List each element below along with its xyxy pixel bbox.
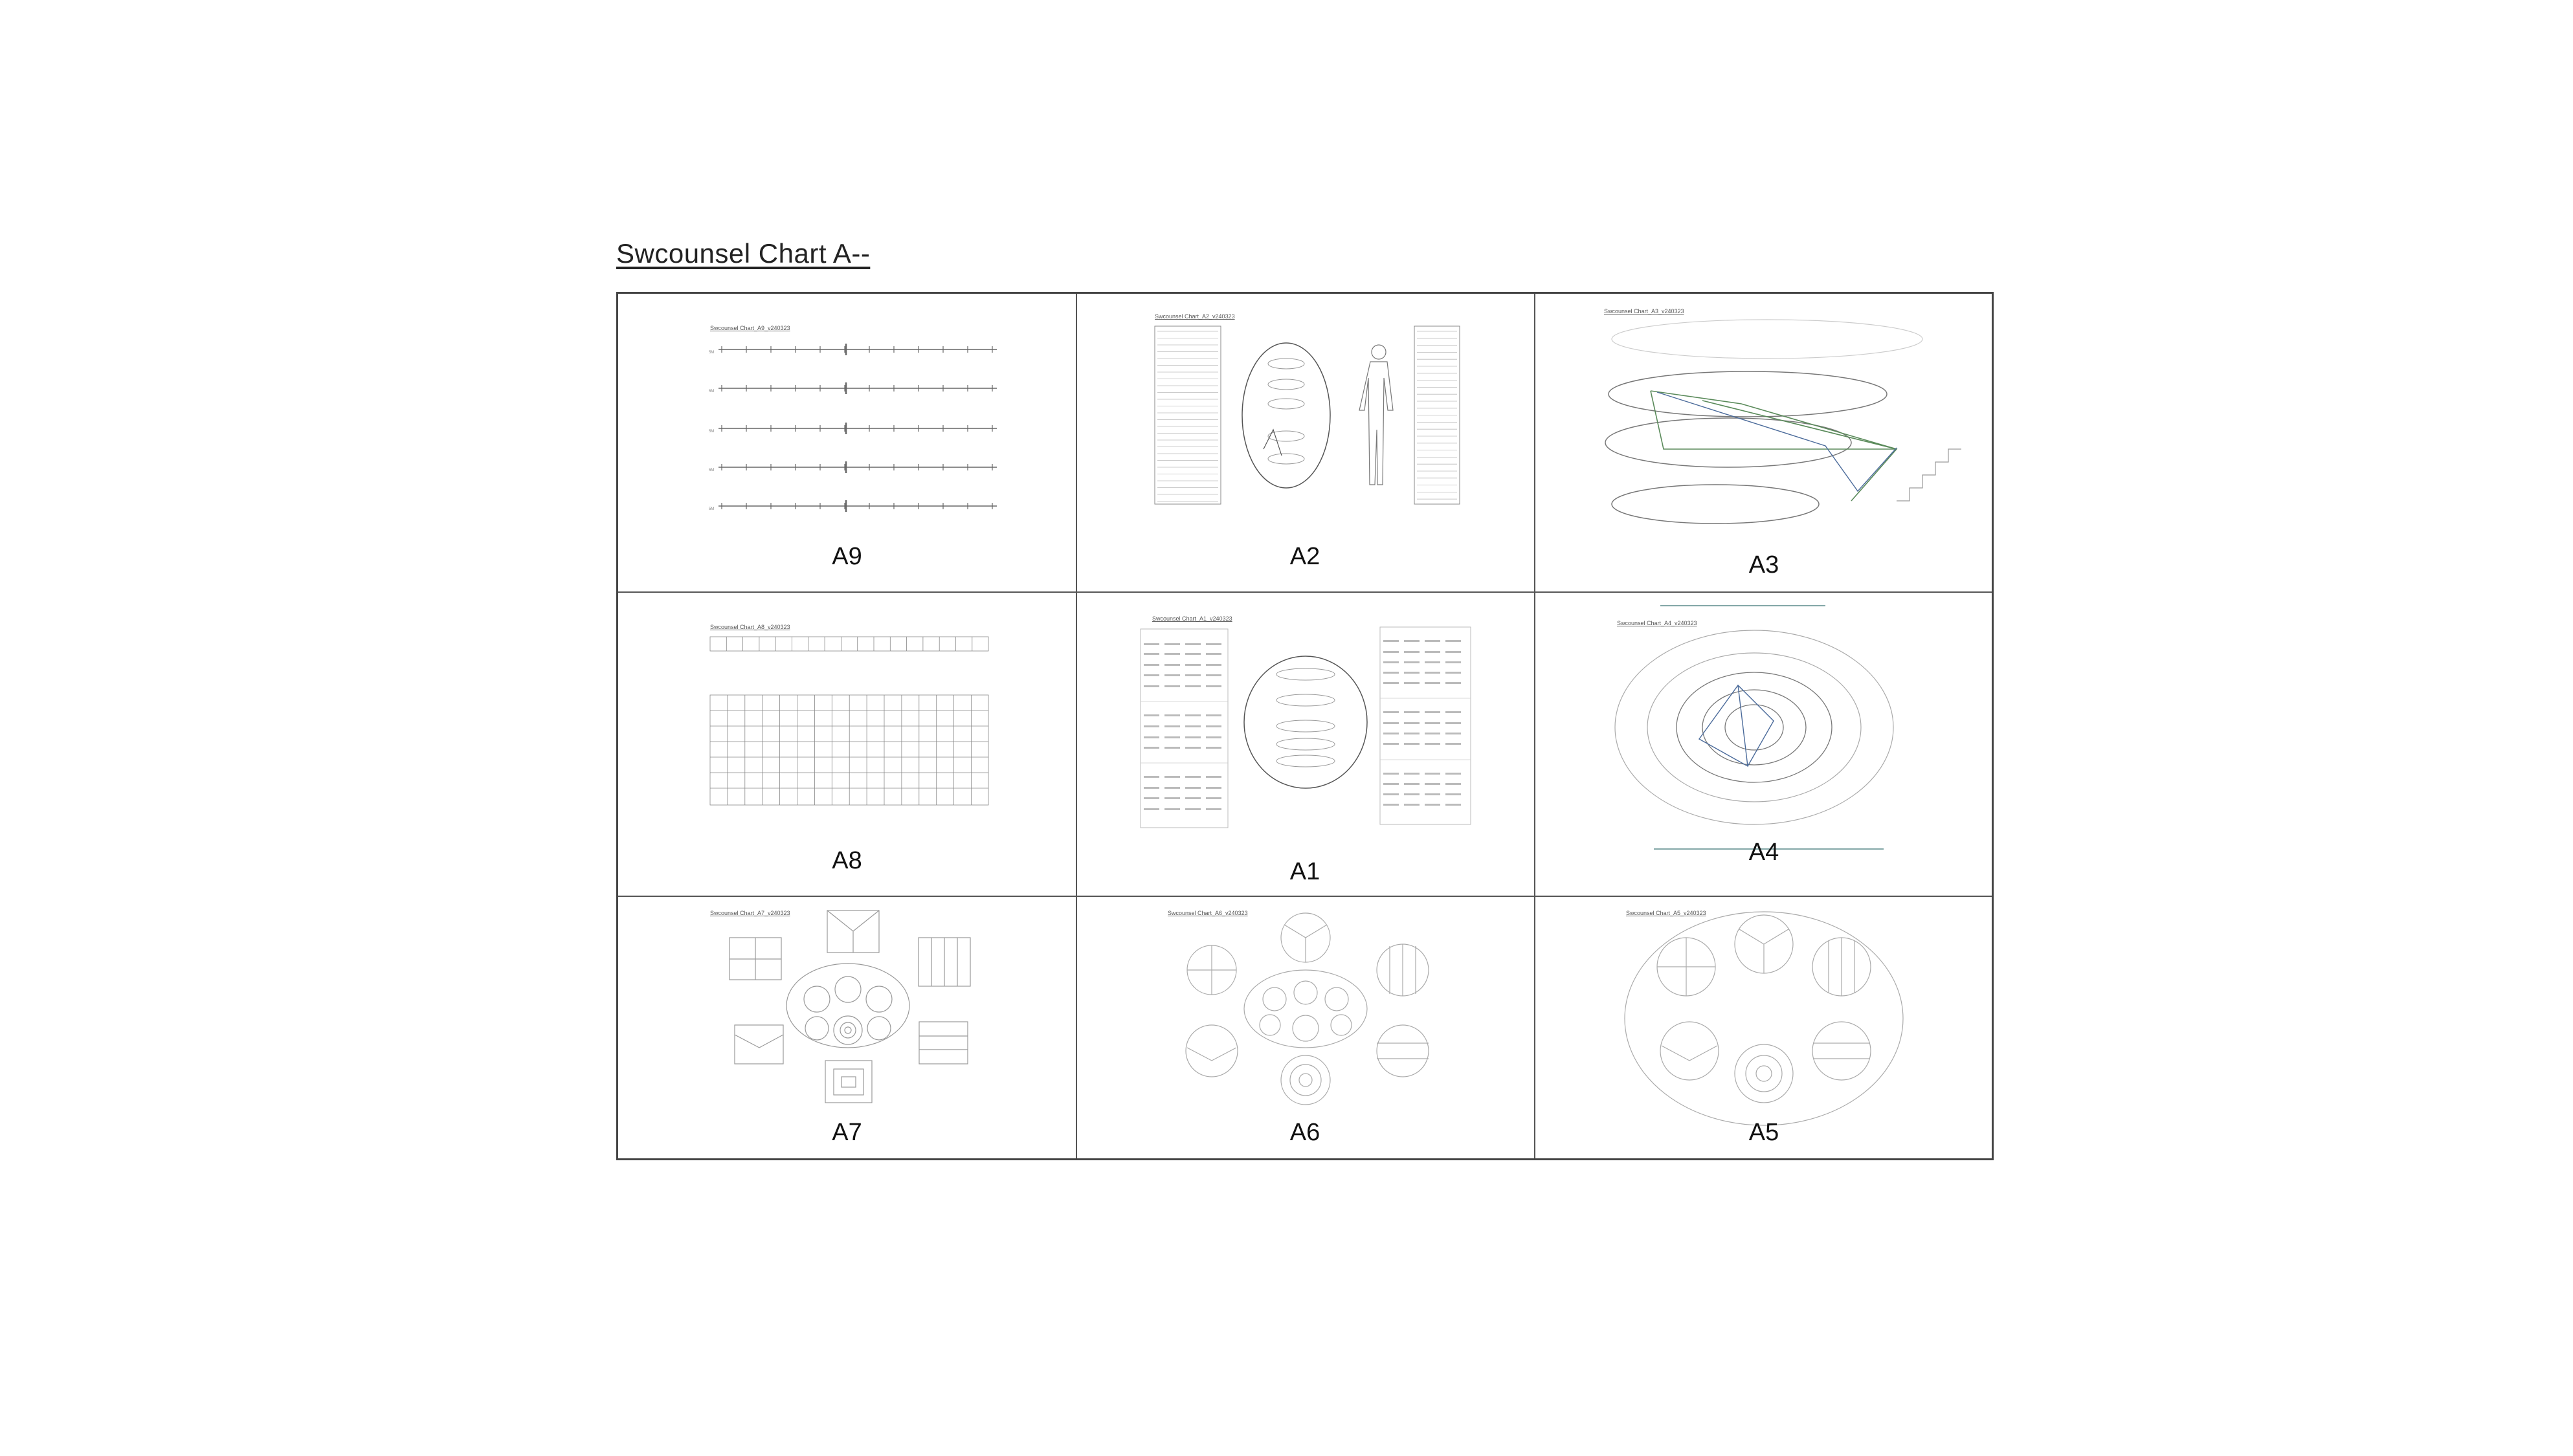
svg-text:5M: 5M bbox=[709, 351, 715, 355]
thumbnail-caption: Swcounsel Chart_A9_v240323 bbox=[710, 325, 790, 331]
thumbnail-caption: Swcounsel Chart_A8_v240323 bbox=[710, 624, 790, 630]
staircase-icon bbox=[1897, 449, 1961, 501]
thumbnail-label: A4 bbox=[1748, 839, 1779, 866]
thumbnail-a4[interactable] bbox=[1534, 591, 1994, 896]
thumbnail-a3[interactable] bbox=[1534, 294, 1994, 591]
chart-thumbnail-grid bbox=[616, 292, 1994, 1160]
svg-text:5M: 5M bbox=[709, 469, 715, 472]
thumbnail-label: A3 bbox=[1748, 551, 1779, 579]
thumbnail-a9[interactable] bbox=[618, 294, 1076, 591]
thumbnail-a5[interactable] bbox=[1534, 896, 1994, 1162]
layered-ellipse-chart-thumbnail bbox=[1534, 294, 1994, 591]
document-title: Swcounsel Chart A-- bbox=[616, 238, 871, 269]
thumbnail-label: A2 bbox=[1289, 543, 1320, 570]
svg-text:5M: 5M bbox=[709, 390, 715, 393]
thumbnail-caption: Swcounsel Chart_A4_v240323 bbox=[1617, 620, 1697, 626]
thumbnail-label: A1 bbox=[1289, 858, 1320, 885]
thumbnail-caption: Swcounsel Chart_A2_v240323 bbox=[1155, 313, 1235, 320]
thumbnail-caption: Swcounsel Chart_A7_v240323 bbox=[710, 910, 790, 916]
thumbnail-label: A5 bbox=[1748, 1119, 1779, 1146]
svg-text:5M: 5M bbox=[709, 430, 715, 434]
thumbnail-caption: Swcounsel Chart_A5_v240323 bbox=[1626, 910, 1706, 916]
thumbnail-a2[interactable] bbox=[1076, 294, 1534, 591]
thumbnail-caption: Swcounsel Chart_A6_v240323 bbox=[1168, 910, 1248, 916]
thumbnail-caption: Swcounsel Chart_A3_v240323 bbox=[1604, 308, 1684, 314]
human-figure-icon bbox=[1359, 345, 1393, 485]
thumbnail-label: A9 bbox=[832, 543, 862, 570]
thumbnail-a1[interactable] bbox=[1076, 591, 1534, 896]
thumbnail-caption: Swcounsel Chart_A1_v240323 bbox=[1152, 615, 1232, 622]
thumbnail-a7[interactable] bbox=[618, 896, 1076, 1162]
thumbnail-label: A8 bbox=[832, 847, 862, 874]
svg-text:5M: 5M bbox=[709, 507, 715, 511]
thumbnail-label: A7 bbox=[832, 1119, 862, 1146]
thumbnail-a6[interactable] bbox=[1076, 896, 1534, 1162]
thumbnail-label: A6 bbox=[1289, 1119, 1320, 1146]
classification-chart-thumbnail bbox=[1076, 591, 1534, 896]
thumbnail-a8[interactable] bbox=[618, 591, 1076, 896]
